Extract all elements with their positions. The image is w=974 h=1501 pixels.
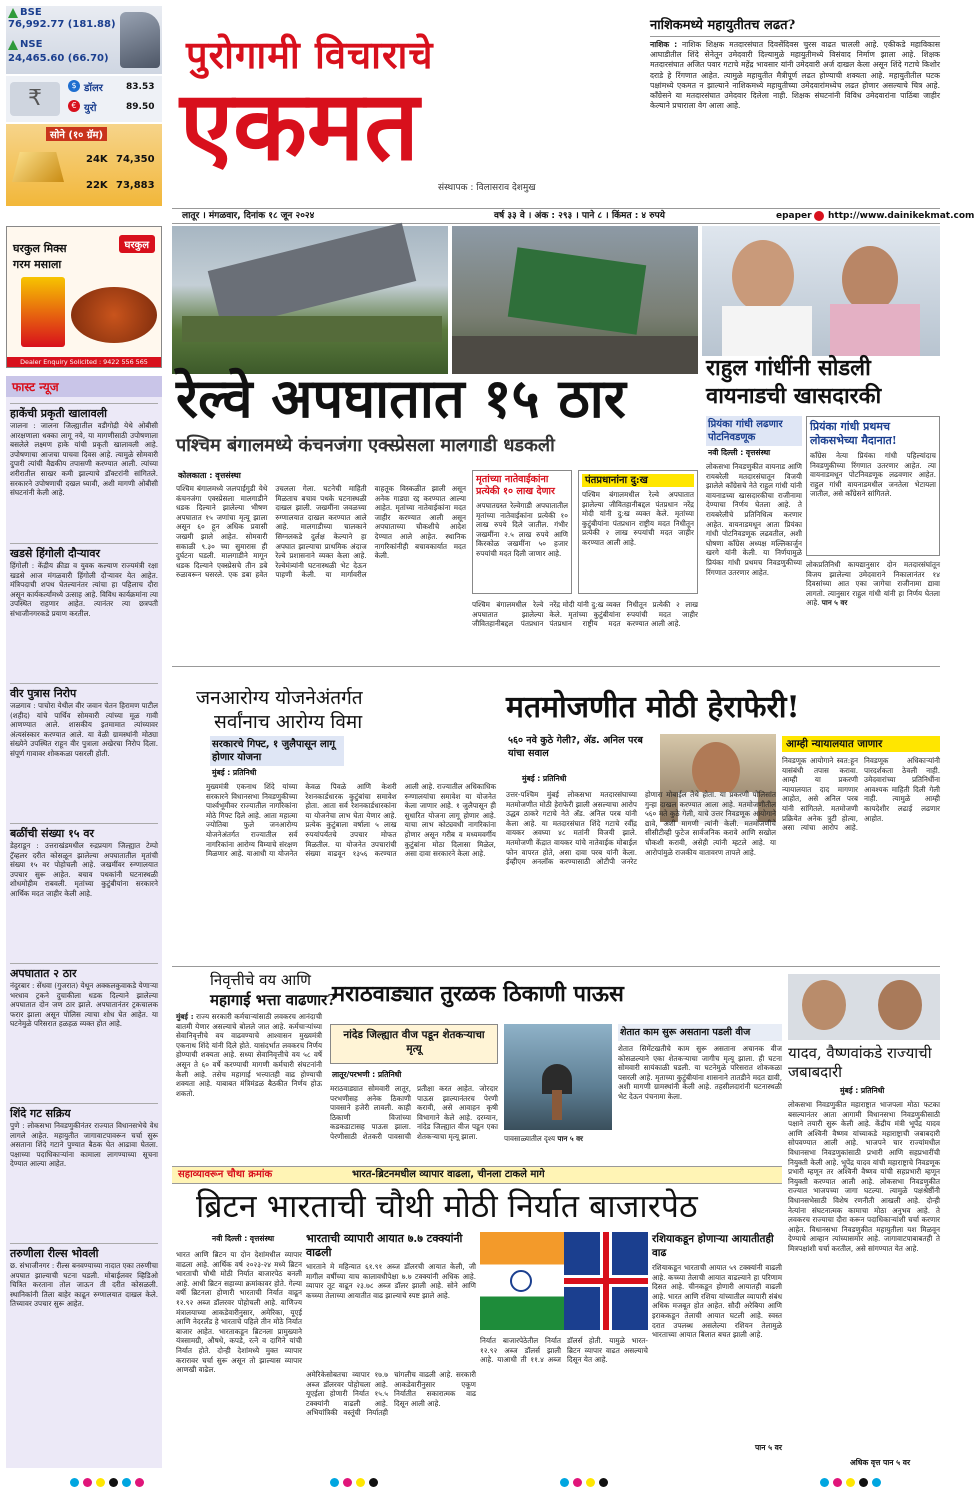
rahul-continue: पान ५ वर bbox=[821, 598, 848, 608]
russia-body: रशियाकडून भारताची आयात ५९ टक्क्यांनी वाढली आहे. कच्च्या तेलाची आयात वाढल्याने हा परिणाम दिसत आहे. चीनकडून होणारी आयातही वाढली आहे. भारत आणि रशिया यांच्यातील व्यापारी संबंध अधिक मजबूत होत आहेत. सौदी अरेबिया आणि इराककडून तेलाची आयात घटली आहे. स्वस्त दरात उपलब्ध असलेल्या रशियन तेलामुळे भारताच्या आयात बिलात बचत झाली आहे. bbox=[652, 1263, 782, 1340]
priyanka-headline: प्रियंका गांधी प्रथमच लोकसभेच्या मैदानात! bbox=[810, 420, 897, 447]
registration-marks bbox=[820, 1478, 881, 1487]
dateline: लातूर । मंगळवार, दिनांक १८ जून २०२४ bbox=[182, 211, 315, 221]
ad-curry-image bbox=[71, 287, 157, 343]
euro-label: युरो bbox=[84, 103, 97, 114]
currency-block bbox=[6, 76, 162, 122]
lead-body: पश्चिम बंगालमध्ये जलपाईगुडी येथे कंचनजंगा एक्स्प्रेसला मालगाडीने धडक दिल्याने झालेल्या भीषण अपघातात १५ जणांचा मृत्यू झाला असून ६० हून अधिक प्रवासी जखमी झाले आहेत. सोमवारी सकाळी ९.३० च्या सुमारास ही दुर्घटना घडली. मालगाडीने मागून धडक दिल्याने एक्स्प्रेसचे तीन डबे रुळावरून घसरले. एक डबा हवेत उचलला गेला. घटनेची माहिती मिळताच बचाव पथके घटनास्थळी दाखल झाली. जखमींना जवळच्या रुग्णालयात दाखल करण्यात आले आहे. मालगाडीच्या चालकाने सिग्नलकडे दुर्लक्ष केल्याने हा अपघात झाल्याचा प्राथमिक अंदाज रेल्वे प्रशासनाने व्यक्त केला आहे. रेल्वेमंत्र्यांनी घटनास्थळी भेट देऊन पाहणी केली. या मार्गावरील वाहतूक विस्कळीत झाली असून अनेक गाड्या रद्द करण्यात आल्या आहेत. मृतांच्या नातेवाईकांना मदत जाहीर करण्यात आली असून अपघाताच्या चौकशीचे आदेश देण्यात आले आहेत. स्थानिक नागरिकांनीही बचावकार्यात मदत केली. bbox=[176, 484, 466, 580]
rahul-body: लोकसभा निवडणुकीत वायनाड आणि रायबरेली मतदारसंघातून विजयी झालेले काँग्रेसचे नेते राहुल गांधी यांनी वायनाडच्या खासदारकीचा राजीनामा देण्याचा निर्णय घेतला आहे. ते रायबरेलीचे प्रतिनिधित्व करणार आहेत. वायनाडमधून आता प्रियंका गांधी पोटनिवडणूक लढवतील, अशी घोषणा काँग्रेस अध्यक्ष मल्लिकार्जुन खरगे यांनी केली. या निर्णयामुळे प्रियंका गांधी प्रथमच निवडणुकीच्या रिंगणात उतरणार आहेत. bbox=[706, 462, 802, 577]
rain-box-headline: नांदेड जिल्ह्यात वीज पडून शेतकऱ्याचा मृत्यू bbox=[343, 1029, 485, 1055]
counting-side-body: निवडणूक आयोगाने स्वत:हून यासंबंधी तपास करावा. आम्ही या प्रकरणी न्यायालयात दाद मागणार आहोत, असे अनिल परब यांनी सांगितले. मतमोजणी प्रक्रियेत अनेक त्रुटी होत्या, असा त्यांचा आरोप आहे. निवडणूक अधिकाऱ्यांनी पारदर्शकता ठेवली नाही. उमेदवारांच्या प्रतिनिधींना आवश्यक माहिती दिली गेली नाही. त्यामुळे आम्ही कायदेशीर लढाई लढणार आहोत. bbox=[782, 756, 940, 833]
import-body: भारताने मे महिन्यात ६१.९१ अब्ज डॉलरची आयात केली, जी मागील वर्षीच्या याच कालावधीपेक्षा ७.७ टक्क्यांनी अधिक आहे. व्यापार तूट वाढून २३.७८ अब्ज डॉलर झाली आहे. सोने आणि कच्च्या तेलाच्या आयातीत वाढ झाल्याचे स्पष्ट झाले आहे. bbox=[306, 1262, 476, 1300]
farm-headline: शेतात काम सुरू असताना पडली वीज bbox=[618, 1024, 782, 1041]
pm-body: पश्चिम बंगालमधील रेल्वे अपघातात झालेल्या जीवितहानीबद्दल पंतप्रधान नरेंद्र मोदी यांनी दु:ख व्यक्त केले. मृतांच्या कुटुंबीयांना पंतप्रधान राष्ट्रीय मदत निधीतून प्रत्येकी २ लाख रुपयांची मदत जाहीर करण्यात आली आहे. bbox=[582, 490, 694, 547]
gold-block bbox=[6, 124, 162, 206]
bse-value: 76,992.77 (181.88) bbox=[8, 19, 116, 30]
fast-news-title: फास्ट न्यूज bbox=[6, 376, 162, 397]
priyanka-box bbox=[806, 416, 940, 556]
health-body: मुख्यमंत्री एकनाथ शिंदे यांच्या सरकारने विधानसभा निवडणुकीच्या पार्श्वभूमीवर राज्यातील नागरिकांना मोठे गिफ्ट दिले आहे. आता महात्मा ज्योतिबा फुले जनआरोग्य योजनेअंतर्गत राज्यातील सर्व नागरिकांना आरोग्य विम्याचे संरक्षण मिळणार आहे. याआधी या योजनेत केवळ पिवळे आणि केशरी रेशनकार्डधारक कुटुंबांचा समावेश होता. आता सर्व रेशनकार्डधारकांना या योजनेचा लाभ घेता येणार आहे. प्रत्येक कुटुंबाला वर्षाला ५ लाख रुपयांपर्यंतचे उपचार मोफत मिळतील. या योजनेत उपचारांची संख्या वाढवून १३५६ करण्यात आली आहे. राज्यातील अधिकाधिक रुग्णालयांचा समावेश या योजनेत केला जाणार आहे. १ जुलैपासून ही सुधारित योजना लागू होणार आहे. याचा लाभ कोट्यवधी नागरिकांना होणार असून गरीब व मध्यमवर्गीय कुटुंबांना मोठा दिलासा मिळेल, असा दावा सरकारने केला आहे. bbox=[206, 782, 496, 859]
ad-footer: Dealer Enquiry Solicited : 9422 556 565 bbox=[7, 357, 161, 367]
rain-body: मराठवाड्यात सोमवारी लातूर, परभणीसह अनेक ठिकाणी पावसाने हजेरी लावली. काही ठिकाणी विजांच्या कडकडाटासह पाऊस झाला. पेरणीसाठी शेतकरी पावसाची प्रतीक्षा करत आहेत. जोरदार पाऊस झाल्यानंतरच पेरणी करावी, असे आवाहन कृषी विभागाने केले आहे. दरम्यान, नांदेड जिल्ह्यात वीज पडून एका शेतकऱ्याचा मृत्यू झाला. bbox=[330, 1084, 498, 1141]
rahul-end-text: लोकप्रतिनिधी कायद्यानुसार दोन मतदारसंघांतून विजय झालेल्या उमेदवाराने निकालानंतर १४ दिवसांच्या आत एका जागेचा राजीनामा द्यावा लागतो. त्यानुसार राहुल गांधी यांनी हा निर्णय घेतला आहे. bbox=[806, 560, 940, 608]
relief-headline: मृतांच्या नातेवाईकांना प्रत्येकी १० लाख देणार bbox=[476, 474, 555, 497]
bse-label: BSE bbox=[20, 7, 42, 18]
retire-headline-1: निवृत्तीचे वय आणि bbox=[210, 971, 311, 989]
india-uk-flags-image bbox=[480, 1232, 648, 1330]
relief-body: अपघातग्रस्त रेल्वेगाडी अपघातातील मृतांच्या नातेवाईकांना प्रत्येकी १० लाख रुपये दिले जातील. गंभीर जखमींना २.५ लाख रुपये आणि किरकोळ जखमींना ५० हजार रुपयांची मदत दिली जाणार आहे. bbox=[476, 501, 568, 558]
euro-icon: € bbox=[68, 100, 80, 112]
trade-strip-label: सहाव्यावरून चौथा क्रमांक bbox=[178, 1169, 273, 1180]
epaper-label: epaper bbox=[776, 211, 812, 221]
lead-subhead: पश्चिम बंगालमध्ये कंचनजंगा एक्स्प्रेसला मालगाडी धडकली bbox=[176, 435, 555, 456]
fast-news-body: जळगाव : पाचोरा येथील वीर जवान चेतन हिरामण पाटील (शहीद) यांचे पार्थिव सोमवारी त्यांच्या मूळ गावी आणण्यात आले. शासकीय इतमामात त्यांच्यावर अंत्यसंस्कार करण्यात आले. या वेळी ग्रामस्थांनी मोठ्या संख्येने उपस्थित राहून वीर पुत्राला अखेरचा निरोप दिला. संपूर्ण गावावर शोककळा पसरली होती. bbox=[10, 701, 158, 758]
ad-title-2: गरम मसाला bbox=[13, 258, 62, 271]
counting-headline: मतमोजणीत मोठी हेराफेरी! bbox=[506, 690, 800, 725]
russia-box bbox=[652, 1232, 782, 1458]
rain-box bbox=[330, 1024, 498, 1064]
issue-info: वर्ष ३३ वे । अंक : २९३ । पाने ८ । किंमत : ४ रुपये bbox=[494, 211, 665, 221]
fast-news-body: हिंगोली : केंद्रीय क्रीडा व युवक कल्याण राज्यमंत्री रक्षा खडसे आज मंगळवारी हिंगोली दौऱ्यावर येत आहेत. मंत्रिपदाची शपथ घेतल्यानंतर त्यांचा हा पहिलाच दौरा असून कार्यकर्त्यांमध्ये उत्साह आहे. विविध कार्यक्रमांना त्या उपस्थित राहणार आहेत. त्यानंतर त्या छत्रपती संभाजीनगरकडे प्रयाण करतील. bbox=[10, 561, 158, 618]
gold-24k-value: 74,350 bbox=[116, 154, 155, 165]
fast-news-body: डेहराडून : उत्तराखंडमधील रुद्रप्रयाग जिल्ह्यात टेम्पो ट्रॅव्हलर दरीत कोसळून झालेल्या अपघातातील मृतांची संख्या १५ वर पोहोचली आहे. जखमींवर रुग्णालयात उपचार सुरू आहेत. बचाव पथकांनी घटनास्थळी शोधमोहीम राबवली. मृतांच्या कुटुंबीयांना सरकारने आर्थिक मदत जाहीर केली आहे. bbox=[10, 841, 158, 898]
rain-continue: पान ५ वर bbox=[557, 1134, 584, 1143]
yadav-body: लोकसभा निवडणुकीत महाराष्ट्रात भाजपला मोठा फटका बसल्यानंतर आता आगामी विधानसभा निवडणुकीसाठी पक्षाने तयारी सुरू केली आहे. केंद्रीय मंत्री भूपेंद्र यादव आणि अश्विनी वैष्णव यांच्याकडे महाराष्ट्राची जबाबदारी सोपवण्यात आली आहे. भाजपने चार राज्यांमधील विधानसभा निवडणुकांसाठी प्रभारी आणि सहप्रभारींची नियुक्ती केली आहे. भूपेंद्र यादव यांची महाराष्ट्राचे निवडणूक प्रभारी म्हणून तर अश्विनी वैष्णव यांची सहप्रभारी म्हणून नियुक्ती करण्यात आली आहे. लोकसभा निवडणुकीत राज्यात भाजपच्या जागा घटल्या. त्यामुळे पक्षश्रेष्ठींनी विधानसभेसाठी विशेष रणनीती आखली आहे. दोन्ही नेत्यांना संघटनात्मक कामाचा मोठा अनुभव आहे. ते लवकरच राज्याचा दौरा करून पदाधिकाऱ्यांशी चर्चा करणार आहेत. विधानसभा निवडणुकीत महायुतीला यश मिळवून देण्याचे आव्हान त्यांच्यासमोर आहे. जागावाटपाबाबतही ते मित्रपक्षांशी चर्चा करतील, असे सांगण्यात येत आहे. bbox=[788, 1100, 940, 1253]
rupee-down-icon: ₹ bbox=[10, 82, 60, 116]
up-arrow-icon bbox=[8, 8, 18, 18]
euro-value: 89.50 bbox=[126, 102, 155, 112]
lead-dateline: कोलकाता : वृत्तसंस्था bbox=[178, 471, 241, 480]
rahul-headline: राहुल गांधींनी सोडली वायनाडची खासदारकी bbox=[706, 355, 882, 409]
dollar-label: डॉलर bbox=[84, 83, 103, 94]
fast-news-body: नंदुरबार : सेंधवा (गुजरात) येथून अक्कलकुवाकडे येणाऱ्या भरधाव ट्रकने दुचाकीला धडक दिल्याने झालेल्या अपघातात दोन जण ठार झाले. अपघातानंतर ट्रकचालक फरार झाला असून पोलिस त्याचा शोध घेत आहेत. या घटनेमुळे परिसरात हळहळ व्यक्त होत आहे. bbox=[10, 981, 158, 1029]
import-headline: भारताची व्यापारी आयात ७.७ टक्क्यांनी वाढली bbox=[306, 1232, 463, 1259]
health-subhead: सरकारचे गिफ्ट, १ जुलैपासून लागू होणार योजना bbox=[210, 736, 344, 766]
yadav-headline: यादव, वैष्णवांकडे राज्याची जबाबदारी bbox=[788, 1044, 932, 1081]
trade-strip-text: भारत-ब्रिटनमधील व्यापार वाढला, चीनला टाकले मागे bbox=[352, 1169, 545, 1180]
gold-label: सोने (१० ग्रॅम) bbox=[46, 127, 107, 141]
priyanka-body: काँग्रेस नेत्या प्रियंका गांधी पहिल्यांदाच निवडणुकीच्या रिंगणात उतरणार आहेत. त्या वायनाडमधून पोटनिवडणूक लढवणार आहेत. राहुल गांधी वायनाडमधील जनतेला भेटायला जातील, असे काँग्रेसने सांगितले. bbox=[810, 451, 936, 499]
nse-label: NSE bbox=[20, 39, 43, 50]
counting-dateline: मुंबई : प्रतिनिधी bbox=[522, 774, 567, 783]
divider bbox=[172, 966, 940, 967]
story-body: नाशिक शिक्षक मतदारसंघात दिवसेंदिवस चुरस वाढत चालली आहे. एकीकडे महाविकास आघाडीतील शिंदे सेनेतून उमेदवारी दिल्यामुळे महायुतीमध्ये विसंवाद निर्माण झाला आहे. शिक्षक मतदारसंघात अजित पवार गटाचे महेंद्र भावसार यांनी उमेदवारी अर्ज दाखल केला असून शिंदे गटाचे किशोर दराडे हे रिंगणात आहेत. त्यामुळे महायुतीत मैत्रीपूर्ण लढत होण्याची शक्यता आहे. महायुतीतील घटक पक्षांमध्ये एकमत न झाल्याने नाशिकमध्ये महायुतीच्या उमेदवारांमध्येच लढत होणार असल्याचे चित्र आहे. काँग्रेसने या मतदारसंघात उमेदवार दिलेला नाही. शिक्षक संघटनांनी विविध उमेदवारांना पाठिंबा जाहीर केल्याने प्रचाराला वेग आला आहे. bbox=[650, 40, 940, 111]
dateline-bar bbox=[172, 208, 974, 224]
bse-block bbox=[6, 6, 162, 74]
masthead-name: एकमत bbox=[180, 69, 419, 182]
dollar-value: 83.53 bbox=[126, 82, 155, 92]
dollar-icon: $ bbox=[68, 80, 80, 92]
gold-22k-value: 73,883 bbox=[116, 180, 155, 191]
health-dateline: मुंबई : प्रतिनिधी bbox=[212, 768, 257, 777]
counting-subhead: ५६० नवे कुठे गेली?, अ‍ॅड. अनिल परब यांचा सवाल bbox=[508, 735, 643, 759]
import-box bbox=[306, 1232, 476, 1328]
counting-side-headline: आम्ही न्यायालयात जाणार bbox=[782, 736, 940, 752]
top-right-story bbox=[650, 18, 940, 196]
yadav-dateline: मुंबई : प्रतिनिधी bbox=[840, 1086, 885, 1095]
retire-dateline: मुंबई : bbox=[176, 1012, 194, 1021]
ad-title-1: घरकुल मिक्स bbox=[13, 242, 67, 255]
market-panel bbox=[6, 6, 162, 206]
retire-headline-2: महागाई भत्ता वाढणार? bbox=[210, 991, 337, 1009]
bull-icon bbox=[120, 12, 160, 68]
trade-body-3: निर्यात बाजारपेठेतील निर्यात १२.९२ अब्ज डॉलर्स झाली आहे. याआधी ती ११.४ अब्ज डॉलर्स होती. यामुळे भारत-ब्रिटन व्यापार वाढत असल्याचे दिसून येत आहे. bbox=[480, 1336, 648, 1365]
fast-news-body: छ. संभाजीनगर : रील्स बनवण्याच्या नादात एका तरुणीचा अपघात झाल्याची घटना घडली. मोबाईलवर व्हिडिओ चित्रित करताना तोल जाऊन ती दरीत कोसळली. स्थानिकांनी तिला बाहेर काढून रुग्णालयात दाखल केले. तिच्यावर उपचार सुरू आहेत. bbox=[10, 1261, 158, 1309]
rain-headline: मराठवाड्यात तुरळक ठिकाणी पाऊस bbox=[332, 981, 624, 1007]
counting-body: उत्तर-पश्चिम मुंबई लोकसभा मतदारसंघाच्या मतमोजणीत मोठी हेराफेरी झाली असल्याचा आरोप उद्धव ठाकरे गटाचे नेते अ‍ॅड. अनिल परब यांनी केला आहे. या मतदारसंघात शिंदे गटाचे रवींद्र वायकर अवघ्या ४८ मतांनी विजयी झाले. मतमोजणी केंद्रात वायकर यांचे नातेवाईक मोबाईल फोन वापरत होते, असा दावा परब यांनी केला. ईव्हीएम अनलॉक करण्यासाठी ओटीपी जनरेट होणारा मोबाईल तेथे होता. या प्रकरणी पोलिसांत गुन्हा दाखल करण्यात आला आहे. मतमोजणीतील ५६० मते कुठे गेली, याचे उत्तर निवडणूक आयोगाने द्यावे, अशी मागणी त्यांनी केली. मतमोजणीचे सीसीटीव्ही फुटेज सार्वजनिक करावे आणि सखोल चौकशी करावी, असेही त्यांनी म्हटले आहे. या आरोपांमुळे राजकीय वातावरण तापले आहे. bbox=[506, 790, 776, 867]
story-dateline: नाशिक : bbox=[650, 40, 678, 49]
gold-bars-icon bbox=[12, 152, 64, 182]
masthead-founder: संस्थापक : विलासराव देशमुख bbox=[438, 183, 536, 193]
fast-news-headline: हाकेंची प्रकृती खालावली bbox=[10, 403, 158, 421]
trade-headline: ब्रिटन भारताची चौथी मोठी निर्यात बाजारपेठ bbox=[196, 1187, 698, 1225]
divider bbox=[172, 666, 940, 667]
registration-marks bbox=[330, 1478, 378, 1487]
relief-box bbox=[472, 470, 572, 594]
retire-body-wrap bbox=[176, 1012, 322, 1158]
fast-news-headline: शिंदे गट सक्रिय bbox=[10, 1103, 158, 1121]
fast-news-headline: बळींची संख्या १५ वर bbox=[10, 823, 158, 841]
health-headline-2: सर्वांनाच आरोग्य विमा bbox=[214, 711, 363, 733]
globe-icon bbox=[814, 211, 824, 221]
registration-marks bbox=[560, 1478, 608, 1487]
masthead-tagline: पुरोगामी विचाराचे bbox=[186, 32, 434, 77]
fast-news bbox=[6, 376, 162, 1468]
fast-news-headline: खडसे हिंगोली दौऱ्यावर bbox=[10, 543, 158, 561]
trade-strip bbox=[172, 1166, 782, 1184]
gold-22k-label: 22K bbox=[86, 180, 108, 191]
registration-marks bbox=[70, 1478, 144, 1487]
rain-caption: पावसाळ्यातील दृश्य bbox=[504, 1134, 556, 1143]
pm-box bbox=[578, 470, 698, 594]
fast-news-body: जालना : जालना जिल्ह्यातील वडीगोद्री येथे ओबीसी आरक्षणाला धक्का लागू नये, या मागणीसाठी उपोषणाला बसलेले लक्ष्मण हाके यांची प्रकृती खालावली आहे. उपोषणाचा आजचा पाचवा दिवस आहे. त्यामुळे सोमवारी दुपारी त्यांची वैद्यकीय तपासणी करण्यात आली. त्यांच्या शरीरातील साखर कमी झाल्याचे डॉक्टरांनी सांगितले. सरकारने उपोषणाची दखल घ्यावी, अशी मागणी ओबीसी संघटनांनी केली आहे. bbox=[10, 421, 158, 498]
yadav-vaishnaw-photo bbox=[788, 974, 940, 1040]
rain-dateline: लातूर/परभणी : प्रतिनिधी bbox=[332, 1070, 402, 1079]
masthead bbox=[172, 10, 632, 210]
retire-body: राज्य सरकारी कर्मचाऱ्यांसाठी लवकरच आनंदाची बातमी येणार असल्याचे बोलले जात आहे. कर्मचाऱ्यांच्या सेवानिवृत्तीचे वय वाढवण्याचे आश्वासन मुख्यमंत्री एकनाथ शिंदे यांनी दिले होते. यासंदर्भात लवकरच निर्णय होण्याची शक्यता आहे. सध्या सेवानिवृत्तीचे वय ५८ वर्षे असून ते ६० वर्षे करण्याची मागणी कर्मचारी संघटनांनी केली आहे. तसेच महागाई भत्त्यातही वाढ होण्याची शक्यता आहे. याबाबत मंत्रिमंडळ बैठकीत निर्णय होऊ शकतो. bbox=[176, 1012, 322, 1098]
fast-news-body: पुणे : लोकसभा निवडणुकीनंतर राज्यात विधानसभेचे वेध लागले आहेत. महायुतीत जागावाटपावरून चर्चा सुरू असताना शिंदे गटाने पुण्यात बैठक घेत आढावा घेतला. पक्षाच्या पदाधिकाऱ्यांना कामाला लागण्याच्या सूचना देण्यात आल्या आहेत. bbox=[10, 1121, 158, 1169]
ad-packet-image bbox=[21, 277, 65, 347]
trade-continue: पान ५ वर bbox=[754, 1443, 782, 1452]
gold-24k-label: 24K bbox=[86, 154, 108, 165]
rahul-end-body bbox=[806, 560, 940, 658]
rain-caption-wrap bbox=[504, 1134, 612, 1158]
up-arrow-icon bbox=[8, 40, 18, 50]
train-crash-photo-2 bbox=[452, 226, 698, 374]
rain-photo bbox=[504, 1024, 612, 1130]
fast-news-headline: वीर पुत्रास निरोप bbox=[10, 683, 158, 701]
nse-value: 24,465.60 (66.70) bbox=[8, 53, 109, 64]
pm-headline: पंतप्रधानांना दु:ख bbox=[582, 474, 694, 487]
story-headline: नाशिकमध्ये महायुतीतच लढत? bbox=[650, 18, 940, 37]
yadav-continue: अधिक वृत्त पान ५ वर bbox=[850, 1458, 911, 1467]
lead-body-cont: पश्चिम बंगालमधील रेल्वे अपघातात झालेल्या जीवितहानीबद्दल पंतप्रधान नरेंद्र मोदी यांनी दु:ख व्यक्त केले. मृतांच्या कुटुंबीयांना पंतप्रधान राष्ट्रीय मदत निधीतून प्रत्येकी २ लाख रुपयांची मदत जाहीर करण्यात आली आहे. bbox=[472, 600, 698, 629]
rahul-dateline: नवी दिल्ली : वृत्तसंस्था bbox=[708, 448, 771, 457]
farm-body: शेतात सिमेंटखतीचे काम सुरू असताना अचानक वीज कोसळल्याने एका शेतकऱ्याचा जागीच मृत्यू झाला. ही घटना सोमवारी सायंकाळी घडली. या घटनेमुळे परिसरात शोककळा पसरली आहे. मृताच्या कुटुंबीयांना शासनाने तातडीने मदत द्यावी, अशी मागणी ग्रामस्थांनी केली आहे. तहसीलदारांनी घटनास्थळी भेट देऊन पंचनामा केला. bbox=[618, 1044, 782, 1101]
lead-headline: रेल्वे अपघातात १५ ठार bbox=[176, 366, 626, 430]
fast-news-headline: अपघातात २ ठार bbox=[10, 963, 158, 981]
trade-body-2: अमेरिकेसोबतचा व्यापार १७.७ अब्ज डॉलरवर पोहोचला आहे. यूएईला होणारी निर्यात १५.५ टक्क्यांनी वाढली आहे. अभियांत्रिकी वस्तूंची निर्यातही चांगलीच वाढली आहे. सरकारी आकडेवारीनुसार एकूण निर्यातीत सकारात्मक वाढ दिसून आली आहे. bbox=[306, 1370, 476, 1418]
health-headline-1: जनआरोग्य योजनेअंतर्गत bbox=[196, 687, 363, 709]
trade-dateline: नवी दिल्ली : वृत्तसंस्था bbox=[212, 1234, 275, 1243]
trade-body: भारत आणि ब्रिटन या दोन देशांमधील व्यापार वाढला आहे. आर्थिक वर्ष २०२३-२४ मध्ये ब्रिटन भारताची चौथी मोठी निर्यात बाजारपेठ बनली आहे. आधी ब्रिटन सहाव्या क्रमांकावर होते. गेल्या वर्षी ब्रिटनला होणारी भारताची निर्यात वाढून १२.९२ अब्ज डॉलरवर पोहोचली आहे. वाणिज्य मंत्रालयाच्या आकडेवारीनुसार, अमेरिका, यूएई आणि नेदरलँड हे भारताचे पहिले तीन मोठे निर्यात बाजार आहेत. भारताकडून ब्रिटनला प्रामुख्याने यंत्रसामग्री, औषधे, कपडे, रत्ने व दागिने यांची निर्यात होते. दोन्ही देशांमध्ये मुक्त व्यापार करारावर चर्चा सुरू असून तो झाल्यास व्यापार आणखी वाढेल. bbox=[176, 1250, 302, 1375]
spice-ad[interactable] bbox=[6, 226, 162, 368]
fast-news-headline: तरुणीला रील्स भोवली bbox=[10, 1243, 158, 1261]
russia-headline: रशियाकडून होणाऱ्या आयातीतही वाढ bbox=[652, 1233, 774, 1259]
rahul-priyanka-photo bbox=[702, 226, 940, 356]
train-crash-photo-1 bbox=[172, 226, 448, 374]
website-link[interactable]: http://www.dainikekmat.com bbox=[828, 211, 974, 221]
ad-brand: घरकुल bbox=[119, 235, 155, 253]
rahul-subhead: प्रियंका गांधी लढणार पोटनिवडणूक bbox=[706, 416, 802, 446]
